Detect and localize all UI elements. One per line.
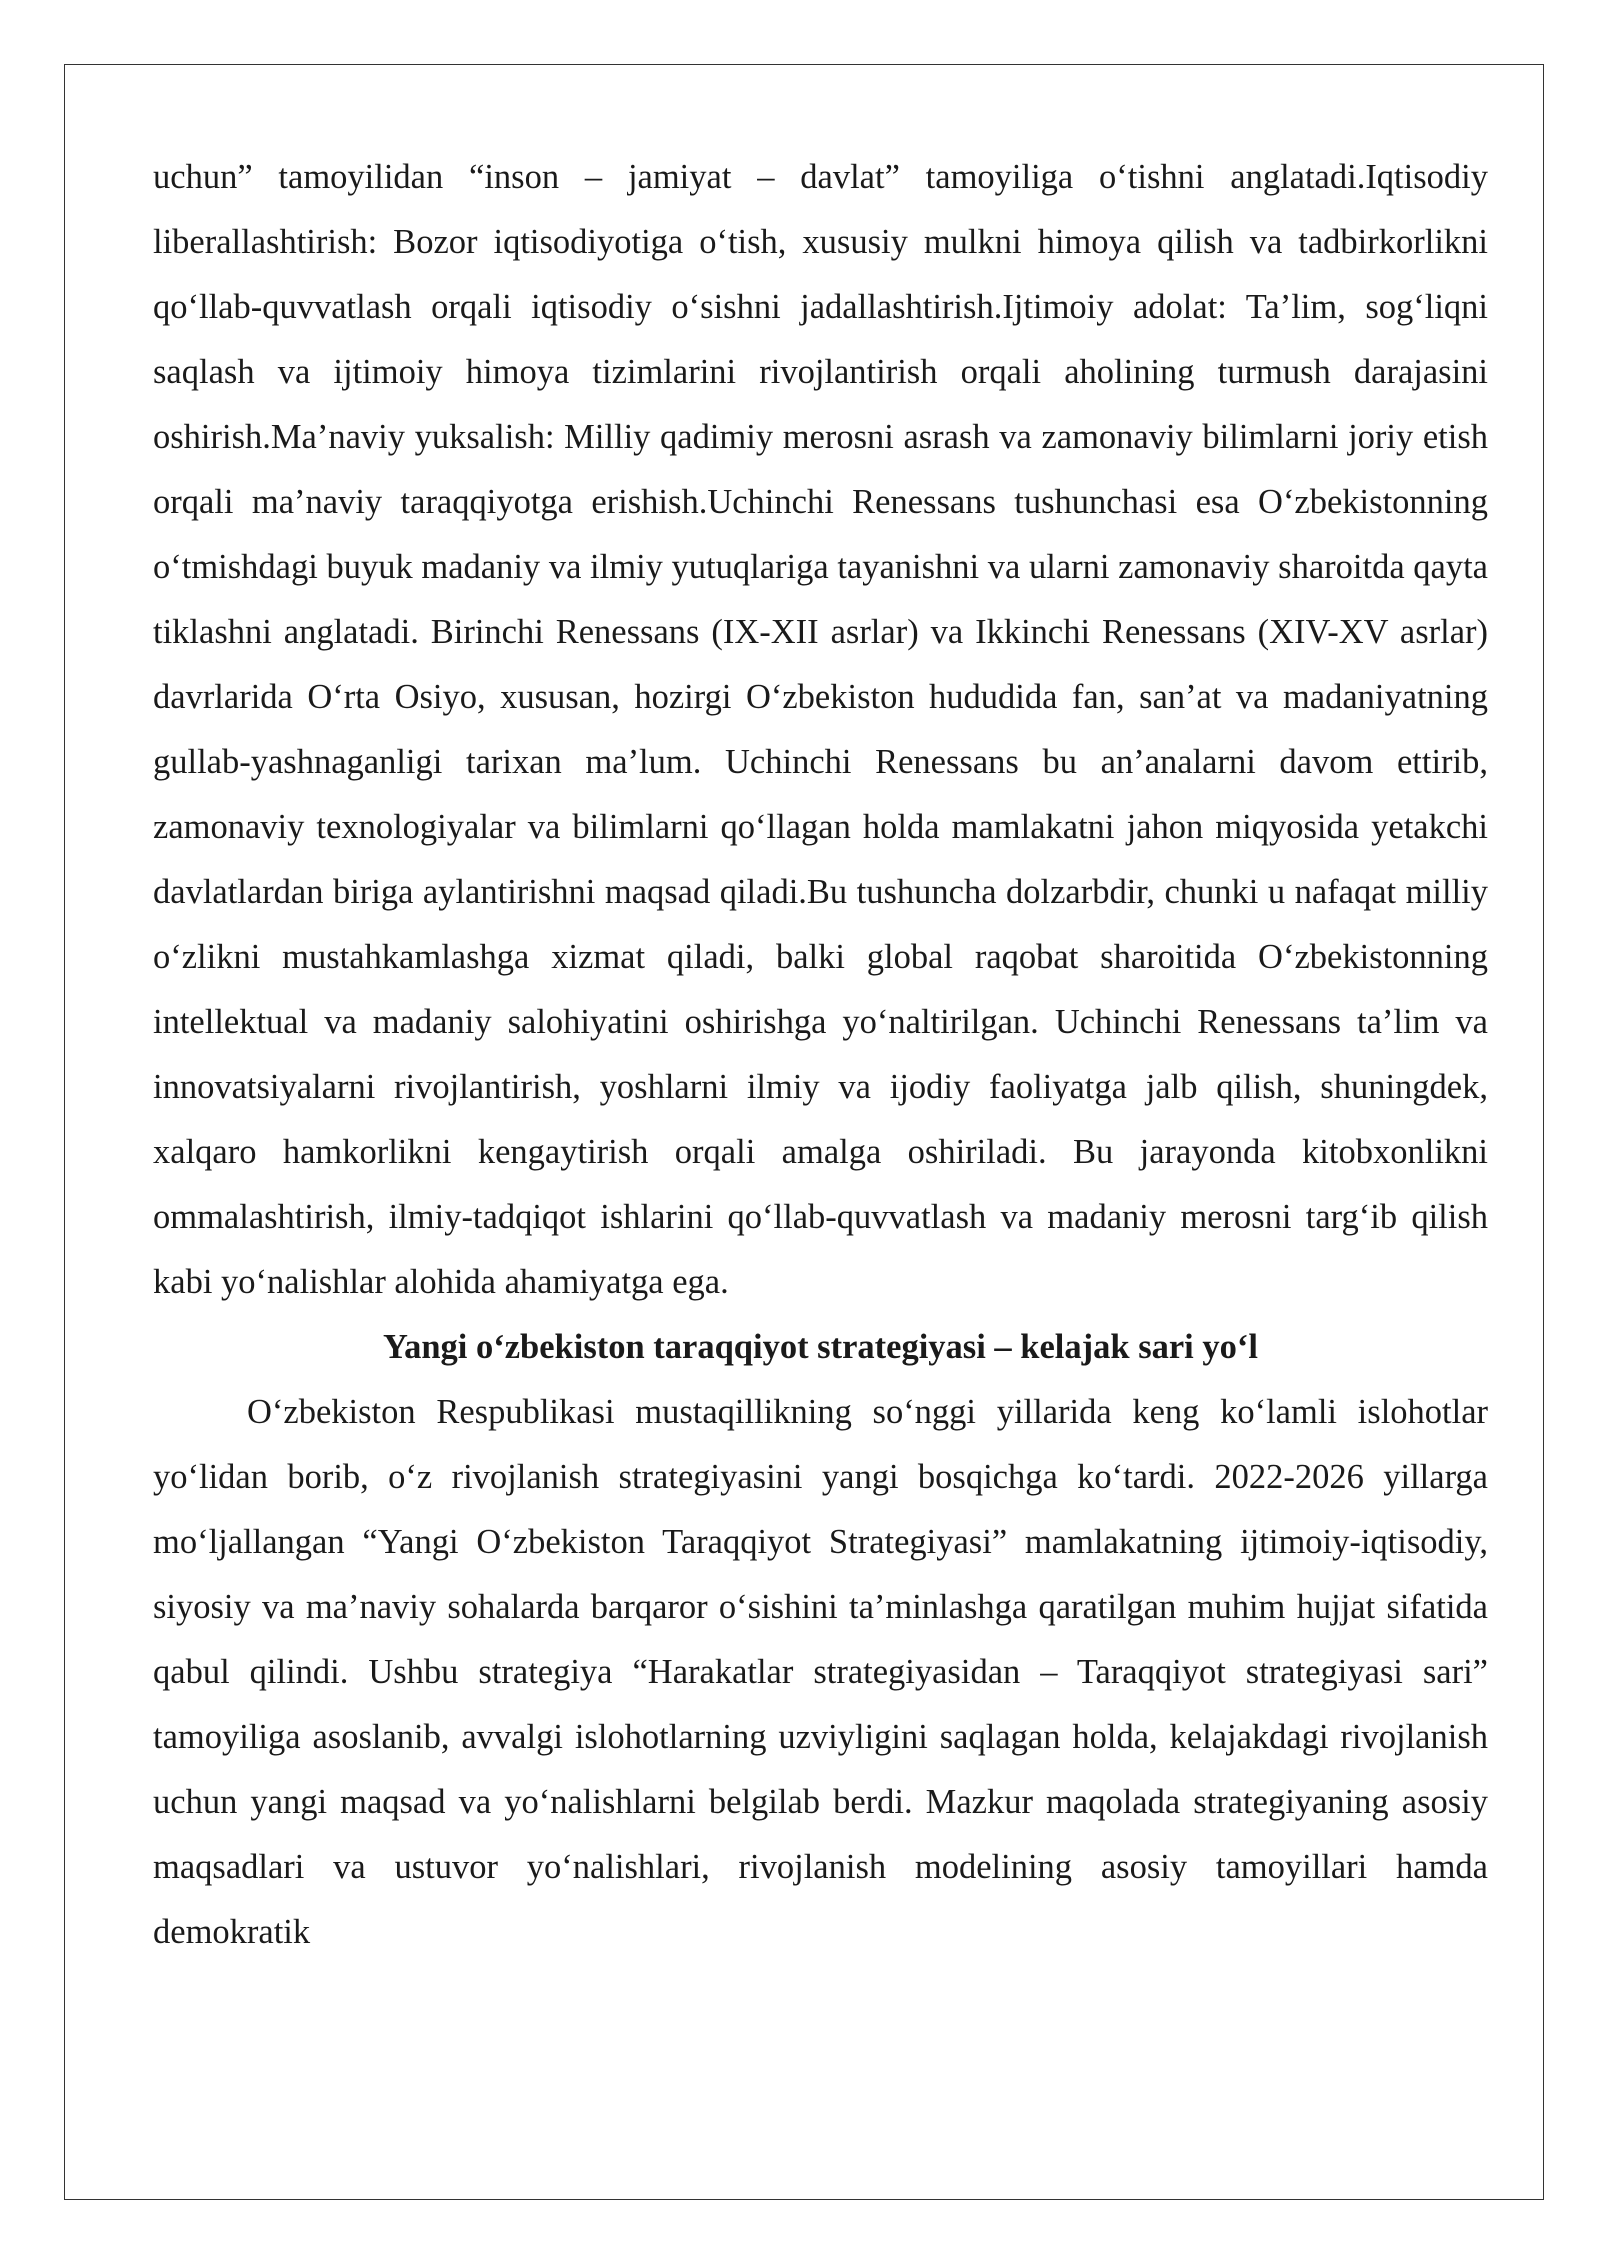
body-paragraph: O‘zbekiston Respublikasi mustaqillikning so‘nggi yillarida keng ko‘lamli islohotlar yo‘lidan borib, o‘z rivojlanish strategiyasini yangi bosqichga ko‘tardi. 2022-2026 yillarga mo‘ljallangan “Yangi O‘zbekiston Taraqqiyot Strategiyasi” mamlakatning ijtimoiy-iqtisodiy, siyosiy va ma’naviy sohalarda barqaror o‘sishini ta’minlashga qaratilgan muhim hujjat sifatida qabul qilindi. Ushbu strategiya “Harakatlar strategiyasidan – Taraqqiyot strategiyasi sari” tamoyiliga asoslanib, avvalgi islohotlarning uzviyligini saqlagan holda, kelajakdagi rivojlanish uchun yangi maqsad va yo‘nalishlarni belgilab berdi. Mazkur maqolada strategiyaning asosiy maqsadlari va ustuvor yo‘nalishlari, rivojlanish modelining asosiy tamoyillari hamda demokratik: [153, 1393, 1488, 1951]
section-heading: Yangi o‘zbekiston taraqqiyot strategiyasi – kelajak sari yo‘l: [383, 1328, 1258, 1366]
document-body: [153, 145, 1488, 1965]
body-paragraph: uchun” tamoyilidan “inson – jamiyat – davlat” tamoyiliga o‘tishni anglatadi.Iqtisodiy liberallashtirish: Bozor iqtisodiyotiga o‘tish, xususiy mulkni himoya qilish va tadbirkorlikni qo‘llab-quvvatlash orqali iqtisodiy o‘sishni jadallashtirish.Ijtimoiy adolat: Ta’lim, sog‘liqni saqlash va ijtimoiy himoya tizimlarini rivojlantirish orqali aholining turmush darajasini oshirish.Ma’naviy yuksalish: Milliy qadimiy merosni asrash va zamonaviy bilimlarni joriy etish orqali ma’naviy taraqqiyotga erishish.Uchinchi Renessans tushunchasi esa O‘zbekistonning o‘tmishdagi buyuk madaniy va ilmiy yutuqlariga tayanishni va ularni zamonaviy sharoitda qayta tiklashni anglatadi. Birinchi Renessans (IX-XII asrlar) va Ikkinchi Renessans (XIV-XV asrlar) davrlarida O‘rta Osiyo, xususan, hozirgi O‘zbekiston hududida fan, san’at va madaniyatning gullab-yashnaganligi tarixan ma’lum. Uchinchi Renessans bu an’analarni davom ettirib, zamonaviy texnologiyalar va bilimlarni qo‘llagan holda mamlakatni jahon miqyosida yetakchi davlatlardan biriga aylantirishni maqsad qiladi.Bu tushuncha dolzarbdir, chunki u nafaqat milliy o‘zlikni mustahkamlashga xizmat qiladi, balki global raqobat sharoitida O‘zbekistonning intellektual va madaniy salohiyatini oshirishga yo‘naltirilgan. Uchinchi Renessans ta’lim va innovatsiyalarni rivojlantirish, yoshlarni ilmiy va ijodiy faoliyatga jalb qilish, shuningdek, xalqaro hamkorlikni kengaytirish orqali amalga oshiriladi. Bu jarayonda kitobxonlikni ommalashtirish, ilmiy-tadqiqot ishlarini qo‘llab-quvvatlash va madaniy merosni targ‘ib qilish kabi yo‘nalishlar alohida ahamiyatga ega.: [153, 158, 1488, 1301]
